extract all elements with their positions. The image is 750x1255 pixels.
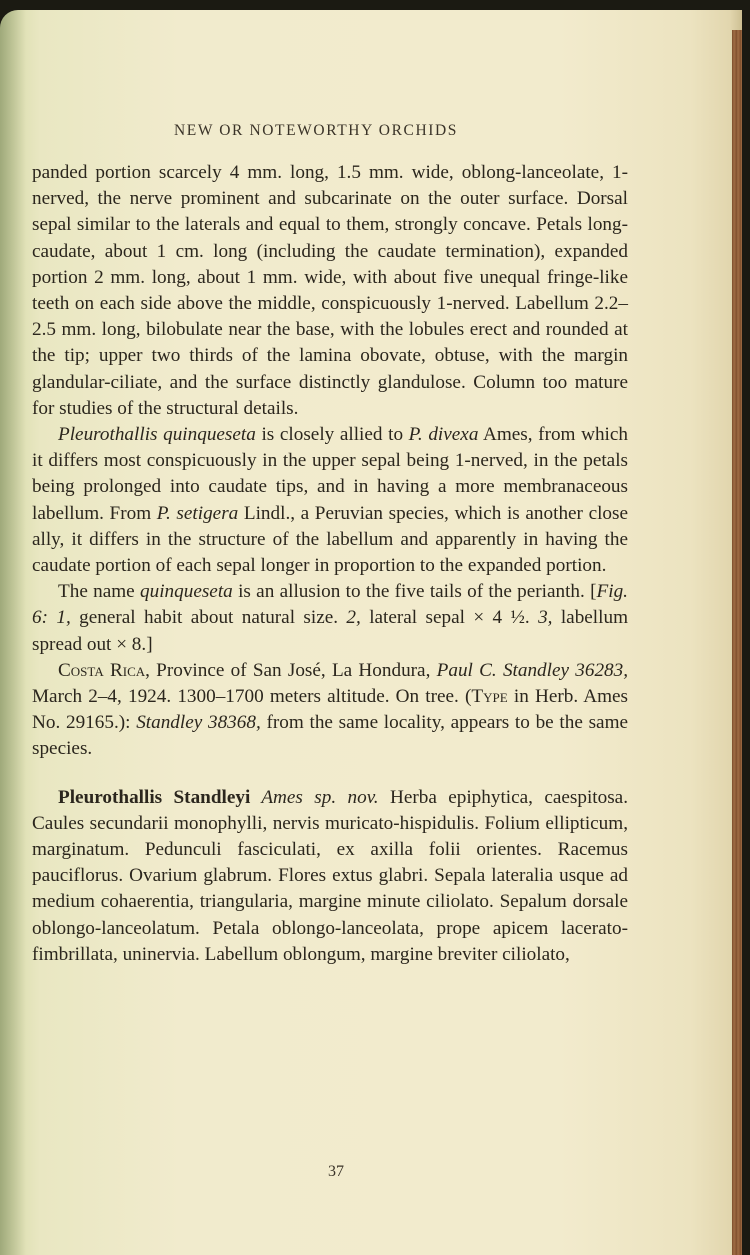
ally-name: P. divexa — [408, 424, 479, 446]
epithet: quinqueseta — [140, 581, 233, 603]
collector: Standley 38368, — [136, 712, 261, 734]
figure-ref: Fig. 6: 1, — [32, 581, 628, 629]
author-citation: Ames sp. nov. — [250, 786, 379, 808]
paragraph-etymology: The name quinqueseta is an allusion to the five tails of the perianth. [Fig. 6: 1, general habit about natural size. 2, lateral sepal × 4 ½. 3, labellum spread out × 8.] — [32, 581, 628, 655]
spine-shadow — [0, 10, 26, 1255]
book-page — [0, 10, 742, 1255]
figure-ref: 3, — [538, 607, 553, 629]
body-text — [32, 160, 628, 968]
species-name: Pleurothallis quinqueseta — [58, 424, 256, 446]
ally-name: P. setigera — [156, 502, 239, 524]
running-header: NEW OR NOTEWORTHY ORCHIDS — [173, 122, 459, 139]
figure-ref: 2, — [346, 607, 361, 629]
collector: Paul C. Standley 36283, — [436, 659, 629, 681]
paragraph-specimens: Costa Rica, Province of San José, La Hondura, Paul C. Standley 36283, March 2–4, 1924. 1300–1700 meters altitude. On tree. (Type in Herb. Ames No. 29165.): Standley 38368, from the same locality, appears to be the same species. — [32, 659, 629, 760]
country: Costa Rica — [58, 659, 146, 681]
page-number: 37 — [328, 1163, 344, 1180]
section-gap — [32, 763, 628, 785]
paragraph-comparison: Pleurothallis quinqueseta is closely allied to P. divexa Ames, from which it differs most conspicuously in the upper sepal being 1-nerved, in the petals being prolonged into caudate tips, and in having a more membranaceous labellum. From P. setigera Lindl., a Peruvian species, which is another close ally, it differs in the structure of the labellum and apparently in having the caudate portion of each sepal longer in proportion to the expanded portion. — [32, 424, 628, 577]
new-species-name: Pleurothallis Standleyi — [58, 786, 251, 808]
type-label: Type — [471, 686, 508, 708]
page-edge — [732, 30, 742, 1255]
paragraph-new-species: Pleurothallis Standleyi Ames sp. nov. Herba epiphytica, caespitosa. Caules secundarii monophylli, nervis muricato-hispidulis. Folium ellipticum, marginatum. Pedunculi fasciculati, ex axilla folii orientes. Racemus pauciflorus. Ovarium glabrum. Flores extus glabri. Sepala lateralia usque ad medium cohaerentia, triangularia, margine minute ciliolato. Sepalum dorsale oblongo-lanceolatum. Petala oblongo-lanceolata, prope apicem lacerato-fimbrillata, uninervia. Labellum oblongum, margine breviter ciliolato, — [32, 786, 628, 965]
paragraph-description: panded portion scarcely 4 mm. long, 1.5 mm. wide, oblong-lanceolate, 1-nerved, the nerve prominent and subcarinate on the outer surface. Dorsal sepal similar to the laterals and equal to them, strongly concave. Petals long-caudate, about 1 cm. long (including the caudate termination), expanded portion 2 mm. long, about 1 mm. wide, with about five unequal fringe-like teeth on each side above the middle, conspicuously 1-nerved. Labellum 2.2–2.5 mm. long, bilobulate near the base, with the lobules erect and rounded at the tip; upper two thirds of the lamina obovate, obtuse, with the margin glandular-ciliate, and the surface distinctly glandulose. Column too mature for studies of the structural details. — [32, 162, 628, 419]
